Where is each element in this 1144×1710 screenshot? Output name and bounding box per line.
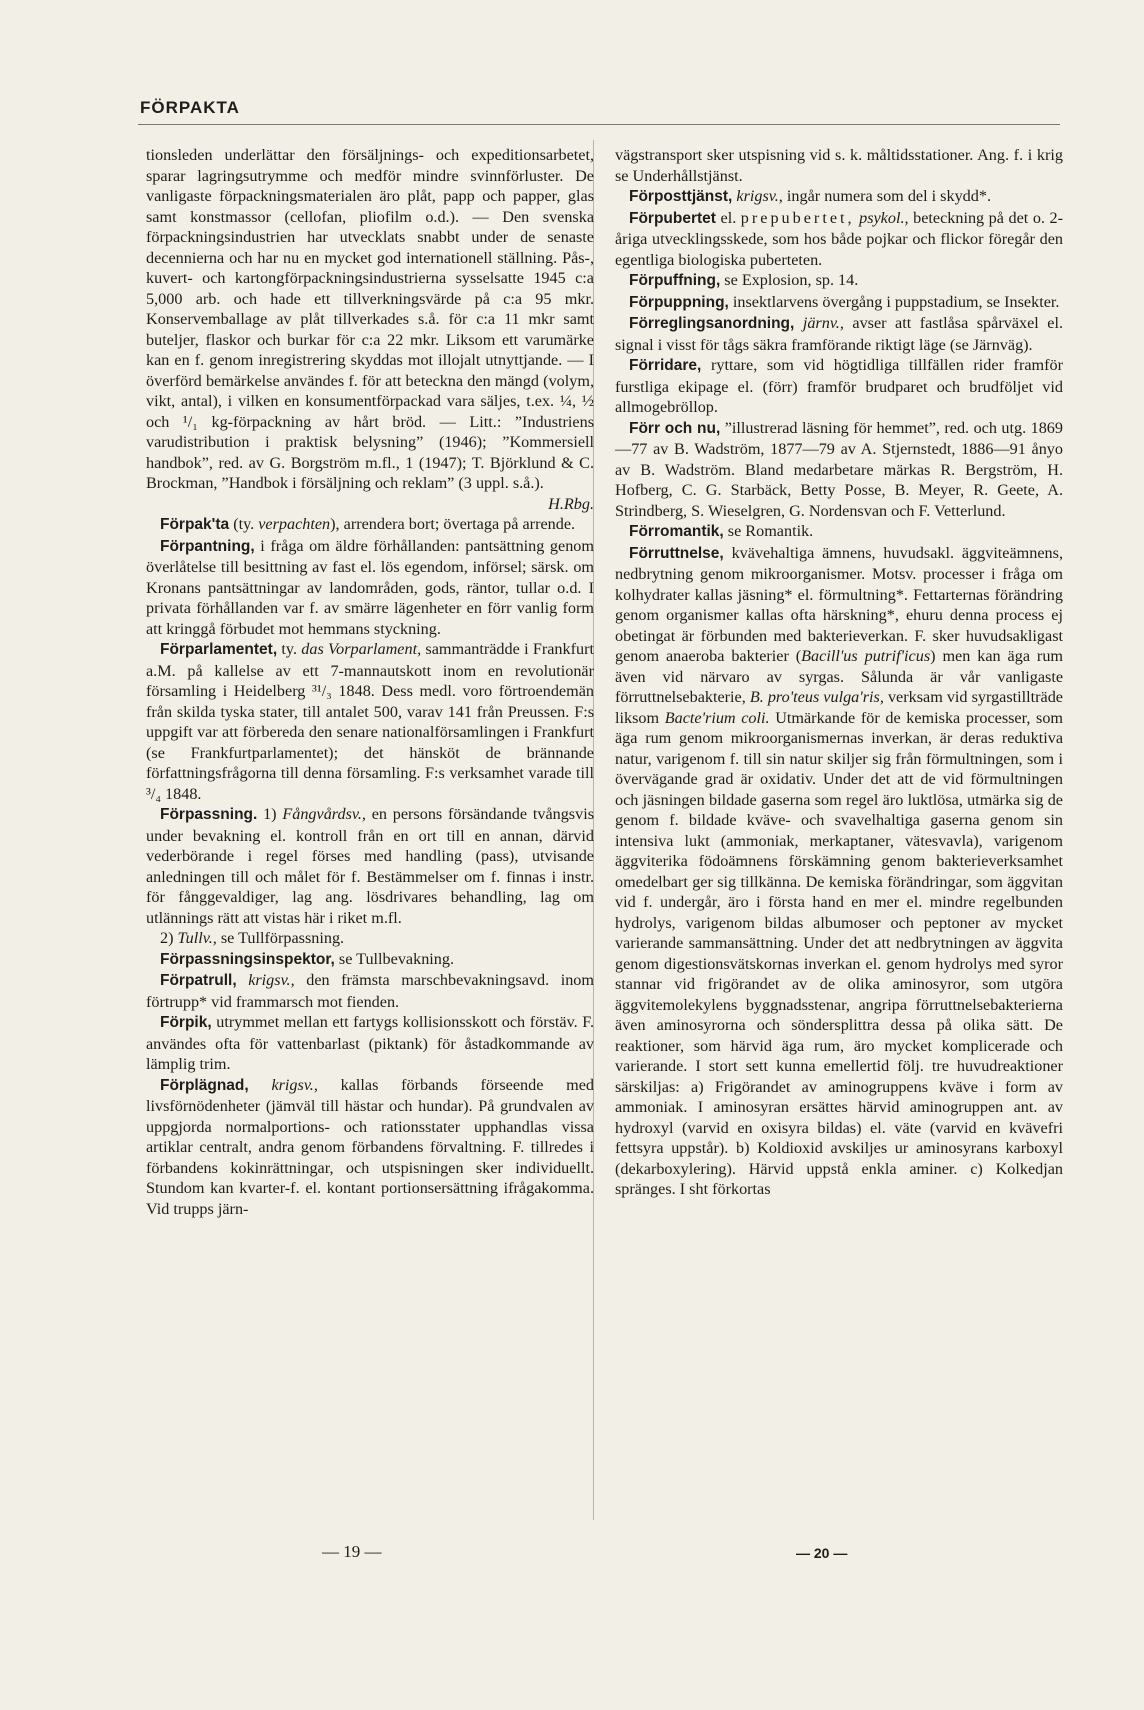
entry-forplagnad: Förplägnad, krigsv., kallas förbands förseende med livsförnödenheter (jämväl till hästar och hundar). På grundvalen av uppgjorda normalportions- och rationsstater upphandlas vissa artiklar centralt, andra genom förbandens förvaltning. F. tillredes i förbandens kokinrättningar, och utspisningen sker individuellt. Stundom kan kvarter-f. el. kontant portionsersättning ifrågakomma. Vid trupps järn- [146, 1075, 594, 1218]
headword: Förparlamentet, [160, 641, 278, 658]
headword: Förpubertet [629, 209, 716, 227]
headword: Förpik, [160, 1014, 212, 1031]
entry-forpuppning: Förpuppning, insektlarvens övergång i puppstadium, se Insekter. [629, 292, 1060, 311]
header-rule [138, 124, 1060, 125]
entry-forruttnelse: Förruttnelse, kvävehaltiga ämnens, huvudsakl. äggviteämnens, nedbrytning genom mikroorganismer. Motsv. processer i fråga om kolhydrater kallas jäsning* el. förmultning*. Fettarternas förändring genom organismer kallas ofta härskning*, ehuru denna process ej obetingat är förbunden med bakterieverkan. F. sker huvudsakligast genom anaeroba bakterier (Bacill'us putrif'icus) men kan äga rum även vid närvaro av syrgas. Sålunda är vår vanligaste förruttnelsebakterie, B. pro'teus vulga'ris, verksam vid syrgastillträde liksom Bacte'rium coli. Utmärkande för de kemiska processer, som äga rum genom mikroorganismernas inverkan, är deras reduktiva natur, varigenom f. till sin natur skiljer sig från förmultningen, som i övervägande grad är oxidativ. Under det att de vid förmultningen och jäsningen bildade gaserna som regel äro luktlösa, utmärka sig de genom f. bildade kväve- och svavelhaltiga gaserna genom sin intensiva lukt (ammoniak, merkaptaner, vätesvavla), varigenom äggviterika födoämnens förskämning genom bakterieverksamhet omedelbart ger sig tillkänna. De kemiska förändringar, som äggvitan vid f. undergår, äro i första hand en mer el. mindre regelbunden hydrolys, varigenom bildas albumoser och peptoner av mycket varierande sammansättning. Under det att nedbrytningen av äggvita genom digestionsvätskornas inverkan el. genom hydrolys med syror stannar vid frigörandet av de olika aminosyror, som utgöra äggvitemolekylens byggnadsstenar, angripa förruttnelsebakterierna även aminosyrorna och söndersplittra dessa på olika sätt. De reaktioner, som härvid äga rum, äro mycket komplicerade och varierande. I stort sett kunna emellertid följ. tre huvudreaktioner särskiljas: a) Frigörandet av aminogruppens kväve i form av ammoniak. I aminosyran ersättes härvid aminogruppen ant. av hydroxyl (varvid en oxisyra bildas) el. väte (varvid en kvävefri fettsyra uppstår). b) Koldioxid avskiljes ur aminosyrans karboxyl (dekarboxylering). Härvid uppstå enkla aminer. c) Kolkedjan spränges. I sht förkortas [615, 543, 1064, 1198]
author-signature: H.Rbg. [548, 494, 594, 513]
headword: Förpatrull, [160, 972, 237, 989]
entry-forpassningsinspektor: Förpassningsinspektor, se Tullbevakning. [160, 949, 455, 968]
page-header: FÖRPAKTA [140, 98, 240, 117]
entry-forpassning-sense-2: 2) Tullv., se Tullförpassning. [160, 929, 345, 947]
entry-forridare: Förridare, ryttare, som vid högtidliga tillfällen rider framför furstliga ekipage el. (förr) framför brudparet och brudföljet vid allmogebröllop. [615, 356, 1063, 416]
entry-forpassning: Förpassning. 1) Fångvårdsv., en persons försändande tvångsvis under bevakning el. kontroll från en ort till en annan, därvid vederbörande i regel förses med handling (pass), utvisande anledningen till och målet för f. Bestämmelser om f. finnas i instr. för fånggevaldiger, lag ang. lösdrivares behandling, lag om utlännings rätt att vistas här i riket m.fl. [146, 805, 595, 927]
page-number-left: — 19 — [322, 1542, 382, 1561]
headword: Förr och nu, [629, 419, 721, 437]
entry-forpantning: Förpantning, i fråga om äldre förhållanden: pantsättning genom överlåtelse till besittning av fast el. lös egendom, införsel; särsk. om Kronans pantsättningar av landområden, gods, räntor, tullar o.d. I privata förhållanden var f. av smärre lägenheter en förr vanlig form att kringgå förbudet mot hemmans styckning. [146, 536, 594, 638]
entry-forparlamentet: Förparlamentet, ty. das Vorparlament, sammanträdde i Frankfurt a.M. på kallelse av ett 7-mannautskott inom en revolutionär församling i Heidelberg ³¹/₃ 1848. Dess medl. voro förtroendemän från skilda tyska stater, till antalet 500, varav 141 från Preussen. F:s uppgift var att förbereda den senare nationalförsamlingen i Frankfurt (se Frankfurtparlamentet); det hänsköt de brännande författningsfrågorna till denna församling. F:s verksamhet varade till ³/₄ 1848. [146, 640, 594, 803]
entry-forpuffning: Förpuffning, se Explosion, sp. 14. [629, 271, 859, 289]
entry-forposttjanst: Förposttjänst, krigsv., ingår numera som del i skydd*. [629, 187, 991, 205]
left-column [146, 145, 594, 1219]
entry-forplagnad-continued: vägstransport sker utspisning vid s. k. måltidsstationer. Ang. f. i krig se Underhållstjänst. [615, 146, 1063, 185]
right-column [615, 145, 1063, 1200]
entry-forromantik: Förromantik, se Romantik. [629, 522, 814, 540]
headword: Förpuppning, [629, 293, 729, 311]
entry-forpubertet: Förpubertet el. prepubertet, psykol., beteckning på det o. 2-åriga utvecklingsskede, som hos både pojkar och flickor föregår den egentliga biologiska puberteten. [615, 208, 1063, 269]
headword: Förplägnad, [160, 1076, 249, 1094]
headword: Förposttjänst, [629, 188, 733, 205]
entry-forpackning-continued: tionsleden underlättar den försäljnings- och expeditionsarbetet, sparar lagringsutrymme och medför mindre svinnförluster. De vanligaste förpackningsmaterialen äro plåt, papp och papper, glas samt konstmassor (cellofan, pliofilm o.d.). — Den svenska förpackningsindustrien har utvecklats snabbt under de senaste decennierna och har nu en mycket god internationell ställning. Pås-, kuvert- och kartongförpackningsindustrierna sysselsatte 1945 c:a 5,000 arb. och hade ett tillverkningsvärde på c:a 95 mkr. Konservemballage av plåt tillverkades s.å. för c:a 11 mkr samt buteljer, flaskor och burkar för c:a 22 mkr. Liksom ett varumärke kan en f. genom inregistrering skyddas mot illojalt utnyttjande. — I överförd bemärkelse användes f. för att beteckna den mängd (volym, vikt, antal), i vilken en konsumentförpackad vara säljes, t.ex. ¼, ½ och ¹/₁ kg-förpackning av hårt bröd. — Litt.: ”Industriens varudistribution i praktisk belysning” (1946); ”Kommersiell handbok”, red. av G. Borgström m.fl., 1 (1947); T. Björklund & C. Brockman, ”Handbok i försäljning och reklam” (3 uppl. s.å.). H.Rbg. [146, 146, 594, 513]
headword: Förpak'ta [160, 516, 230, 533]
headword: Förridare, [629, 357, 702, 374]
entry-forpatrull: Förpatrull, krigsv., den främsta marschbevakningsavd. inom förtrupp* vid frammarsch mot fienden. [146, 971, 594, 1011]
headword: Förruttnelse, [629, 544, 724, 562]
headword: Förreglingsanordning, [629, 315, 795, 332]
headword: Förromantik, [629, 523, 724, 540]
headword: Förpassning. [160, 806, 258, 823]
headword: Förpantning, [160, 537, 255, 555]
headword: Förpuffning, [629, 272, 721, 289]
entry-forreglingsanordning: Förreglingsanordning, järnv., avser att fastlåsa spårväxel el. signal i visst för tågs säkra framförande riktigt läge (se Järnväg). [615, 314, 1064, 354]
headword: Förpassningsinspektor, [160, 950, 335, 968]
page-number-right: — 20 — [796, 1545, 848, 1561]
entry-forr-och-nu: Förr och nu, ”illustrerad läsning för hemmet”, red. och utg. 1869—77 av B. Wadström, 1877—79 av A. Stjernstedt, 1886—91 ånyo av B. Wadström. Bland medarbetare märkas R. Bergström, H. Hofberg, C. G. Starbäck, Betty Posse, B. Meyer, R. Geete, A. Strindberg, S. Wieselgren, G. Nordensvan och F. Vetterlund. [615, 418, 1063, 520]
entry-forpik: Förpik, utrymmet mellan ett fartygs kollisionsskott och förstäv. F. användes ofta för vattenbarlast (piktank) för åstadkommande av lämplig trim. [146, 1013, 594, 1073]
entry-forpakta: Förpak'ta (ty. verpachten), arrendera bort; övertaga på arrende. [160, 515, 576, 533]
